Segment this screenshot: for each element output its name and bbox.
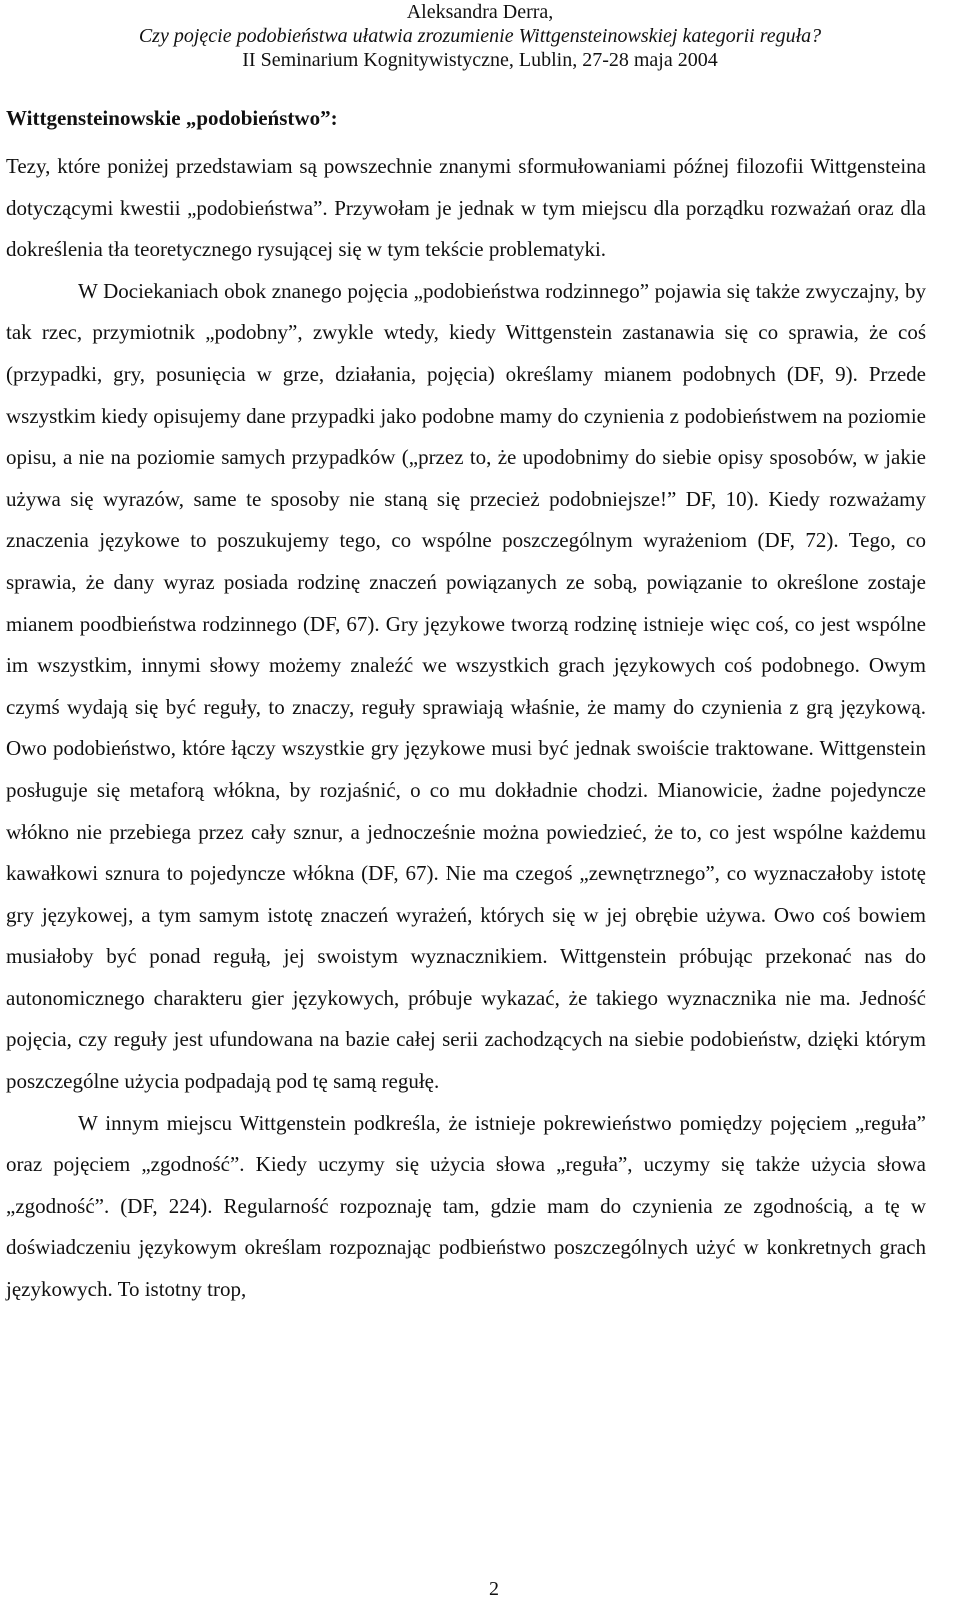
body-text (6, 146, 926, 1311)
running-header (6, 0, 926, 72)
paragraph: Tezy, które poniżej przedstawiam są powszechnie znanymi sformułowaniami późnej filozofii Wittgensteina dotyczącymi kwestii „podobieństwa”. Przywołam je jednak w tym miejscu dla porządku rozważań oraz dla dokreślenia tła teoretycznego rysującej się w tym tekście problematyki. (6, 154, 926, 262)
header-title: Czy pojęcie podobieństwa ułatwia zrozumienie Wittgensteinowskiej kategorii reguła? (138, 25, 822, 47)
header-event: II Seminarium Kognitywistyczne, Lublin, 27-28 maja 2004 (242, 49, 718, 71)
header-author: Aleksandra Derra, (406, 1, 554, 23)
paragraph: W innym miejscu Wittgenstein podkreśla, że istnieje pokrewieństwo pomiędzy pojęciem „reguła” oraz pojęciem „zgodność”. Kiedy uczymy się użycia słowa „reguła”, uczymy się także użycia słowa „zgodność”. (DF, 224). Regularność rozpoznaję tam, gdzie mam do czynienia ze zgodnością, a tę w doświadczeniu językowym określam rozpoznając podbieństwo poszczególnych użyć w konkretnych grach językowych. To istotny trop, (6, 1110, 926, 1302)
section-heading: Wittgensteinowskie „podobieństwo”: (6, 106, 338, 130)
paragraph: W Dociekaniach obok znanego pojęcia „podobieństwa rodzinnego” pojawia się także zwyczajny, by tak rzec, przymiotnik „podobny”, zwykle wtedy, kiedy Wittgenstein zastanawia się co sprawia, że coś (przypadki, gry, posunięcia w grze, działania, pojęcia) określamy mianem podobnych (DF, 9). Przede wszystkim kiedy opisujemy dane przypadki jako podobne mamy do czynienia z podobieństwem na poziomie opisu, a nie na poziomie samych przypadków („przez to, że upodobnimy do siebie opisy sposobów, w jakie używa się wyrazów, same te sposoby nie staną się przecież podobniejsze!” DF, 10). Kiedy rozważamy znaczenia językowe to poszukujemy tego, co wspólne poszczególnym wyrażeniom (DF, 72). Tego, co sprawia, że dany wyraz posiada rodzinę znaczeń powiązanych ze sobą, powiązanie to określone zostaje mianem poodbieństwa rodzinnego (DF, 67). Gry językowe tworzą rodzinę istnieje więc coś, co jest wspólne im wszystkim, innymi słowy możemy znaleźć we wszystkich grach językowych coś podobnego. Owym czymś wydają się być reguły, to znaczy, reguły sprawiają właśnie, że mamy do czynienia z grą językową. Owo podobieństwo, które łączy wszystkie gry językowe musi być jednak swoiście traktowane. Wittgenstein posługuje się metaforą włókna, by rozjaśnić, o co mu dokładnie chodzi. Mianowicie, żadne pojedyncze włókno nie przebiega przez cały sznur, a jednocześnie można powiedzieć, że to, co jest wspólne każdemu kawałkowi sznura to pojedyncze włókna (DF, 67). Nie ma czegoś „zewnętrznego”, co wyznaczałoby istotę gry językowej, a tym samym istotę znaczeń wyrażeń, których się w jej obrębie używa. Owo coś bowiem musiałoby być ponad regułą, jej swoistym wyznacznikiem. Wittgenstein próbując przekonać nas do autonomicznego charakteru gier językowych, próbuje wykazać, że takiego wyznacznika nie ma. Jedność pojęcia, czy reguły jest ufundowana na bazie całej serii zachodzących na siebie podobieństw, dzięki którym poszczególne użycia podpadają pod tę samą regułę. (6, 278, 926, 1094)
page-number: 2 (489, 1578, 499, 1600)
